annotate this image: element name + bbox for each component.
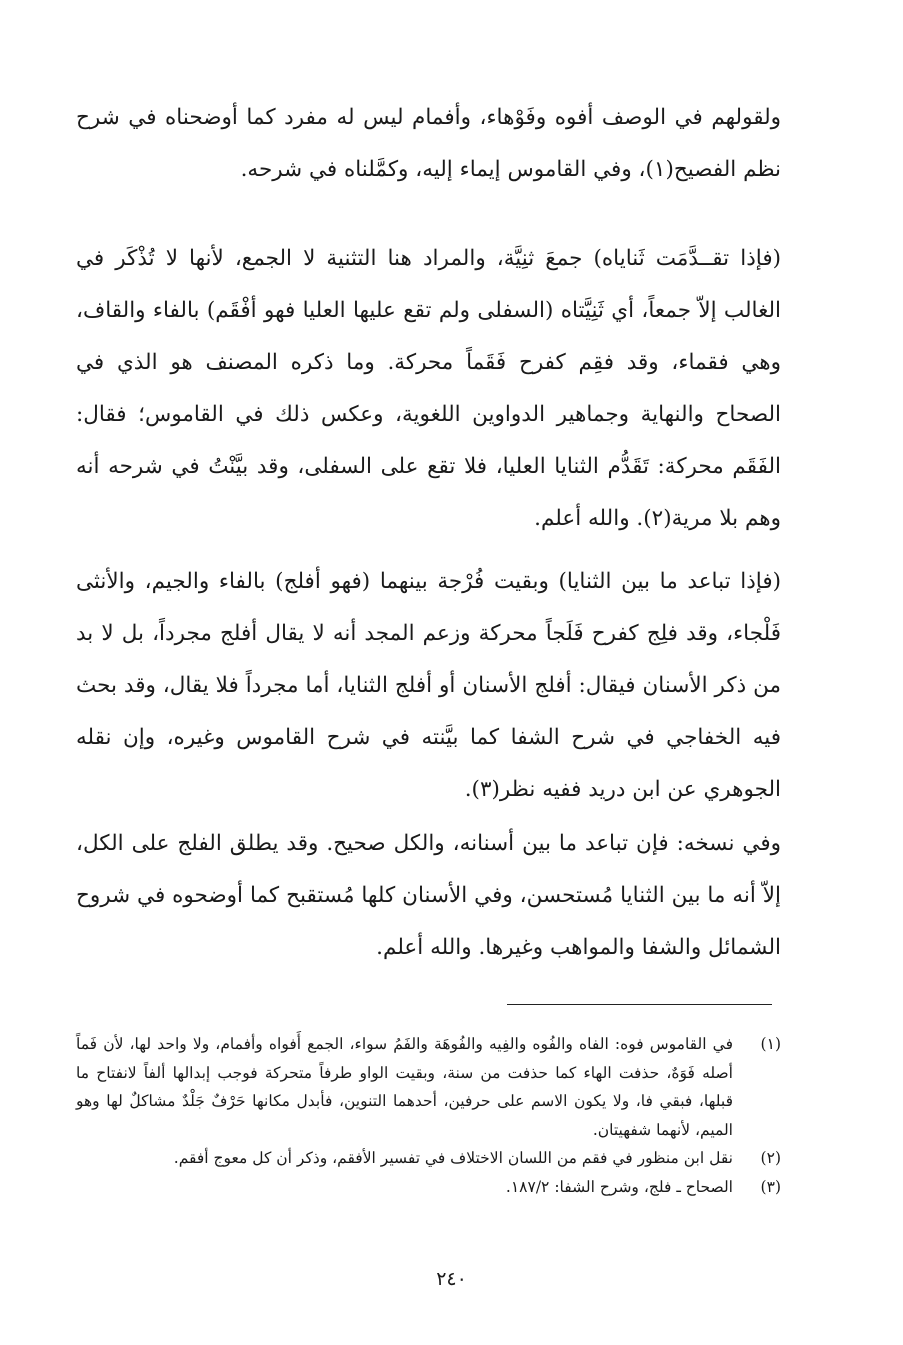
footnote-2 [76, 1144, 781, 1173]
body-paragraph-1: ولقولهم في الوصف أفوه وفَوْهاء، وأفمام ليس له مفرد كما أوضحناه في شرح نظم الفصيح(١)، وفي القاموس إيماء إليه، وكمَّلناه في شرحه. [76, 105, 781, 182]
footnote-3 [76, 1173, 781, 1202]
footnote-1 [76, 1030, 781, 1144]
footnote-number: (٢) [760, 1149, 781, 1167]
body-paragraph-3: (فإذا تباعد ما بين الثنايا) وبقيت فُرْجة بينهما (فهو أفلج) بالفاء والجيم، والأنثى فَلْجاء، وقد فلِج كفرح فَلَجاً محركة وزعم المجد أنه لا يقال أفلج مجرداً، بل لا بد من ذكر الأسنان فيقال: أفلج الأسنان أو أفلج الثنايا، أما مجرداً فلا يقال، وقد بحث فيه الخفاجي في شرح الشفا كما بيَّنته في شرح القاموس وغيره، وإن نقله الجوهري عن ابن دريد ففيه نظر(٣). [76, 569, 781, 802]
footnote-separator [507, 1004, 772, 1005]
body-paragraph-2: (فإذا تقــدَّمَت ثَناياه) جمعَ ثنِيَّة، والمراد هنا التثنية لا الجمع، لأنها لا تُذْكَر في الغالب إلاّ جمعاً، أي ثَنِيَّتاه (السفلى ولم تقع عليها العليا فهو أفْقَم) بالفاء والقاف، وهي فقماء، وقد فقِم كفرح فَقَماً محركة. وما ذكره المصنف هو الذي في الصحاح والنهاية وجماهير الدواوين اللغوية، وعكس ذلك في القاموس؛ فقال: الفَقَم محركة: تَقَدُّم الثنايا العليا، فلا تقع على السفلى، وقد بيَّنْتُ في شرحه أنه وهم بلا مرية(٢). والله أعلم. [76, 246, 781, 531]
footnote-text: نقل ابن منظور في فقم من اللسان الاختلاف في تفسير الأفقم، وذكر أن كل معوج أفقم. [173, 1149, 733, 1167]
body-paragraph-4: وفي نسخه: فإن تباعد ما بين أسنانه، والكل صحيح. وقد يطلق الفلج على الكل، إلاّ أنه ما بين الثنايا مُستحسن، وفي الأسنان كلها مُستقبح كما أوضحوه في شروح الشمائل والشفا والمواهب وغيرها. والله أعلم. [76, 831, 781, 960]
page-number: ٢٤٠ [436, 1268, 467, 1290]
footnote-text: في القاموس فوه: الفاه والفُوه والفِيه والفُوهَة والفَمُ سواء، الجمع أَفواه وأفمام، ولا واحد لها، لأن فَماً أصله فَوَهٌ، حذفت الهاء كما حذفت من سنة، وبقيت الواو طرفاً متحركة فوجب إبدالها ألفاً لانفتاح ما قبلها، فبقي فا، ولا يكون الاسم على حرفين، أحدهما التنوين، فأبدل مكانها حَرْفٌ جَلْدٌ مشاكلٌ لها وهو الميم، لأنهما شفهيتان. [76, 1035, 733, 1139]
footnote-number: (٣) [760, 1177, 781, 1196]
footnotes-section [76, 1030, 781, 1201]
footnote-text: الصحاح ـ فلج، وشرح الشفا: ١٨٧/٢. [505, 1177, 733, 1196]
footnote-number: (١) [760, 1035, 781, 1053]
